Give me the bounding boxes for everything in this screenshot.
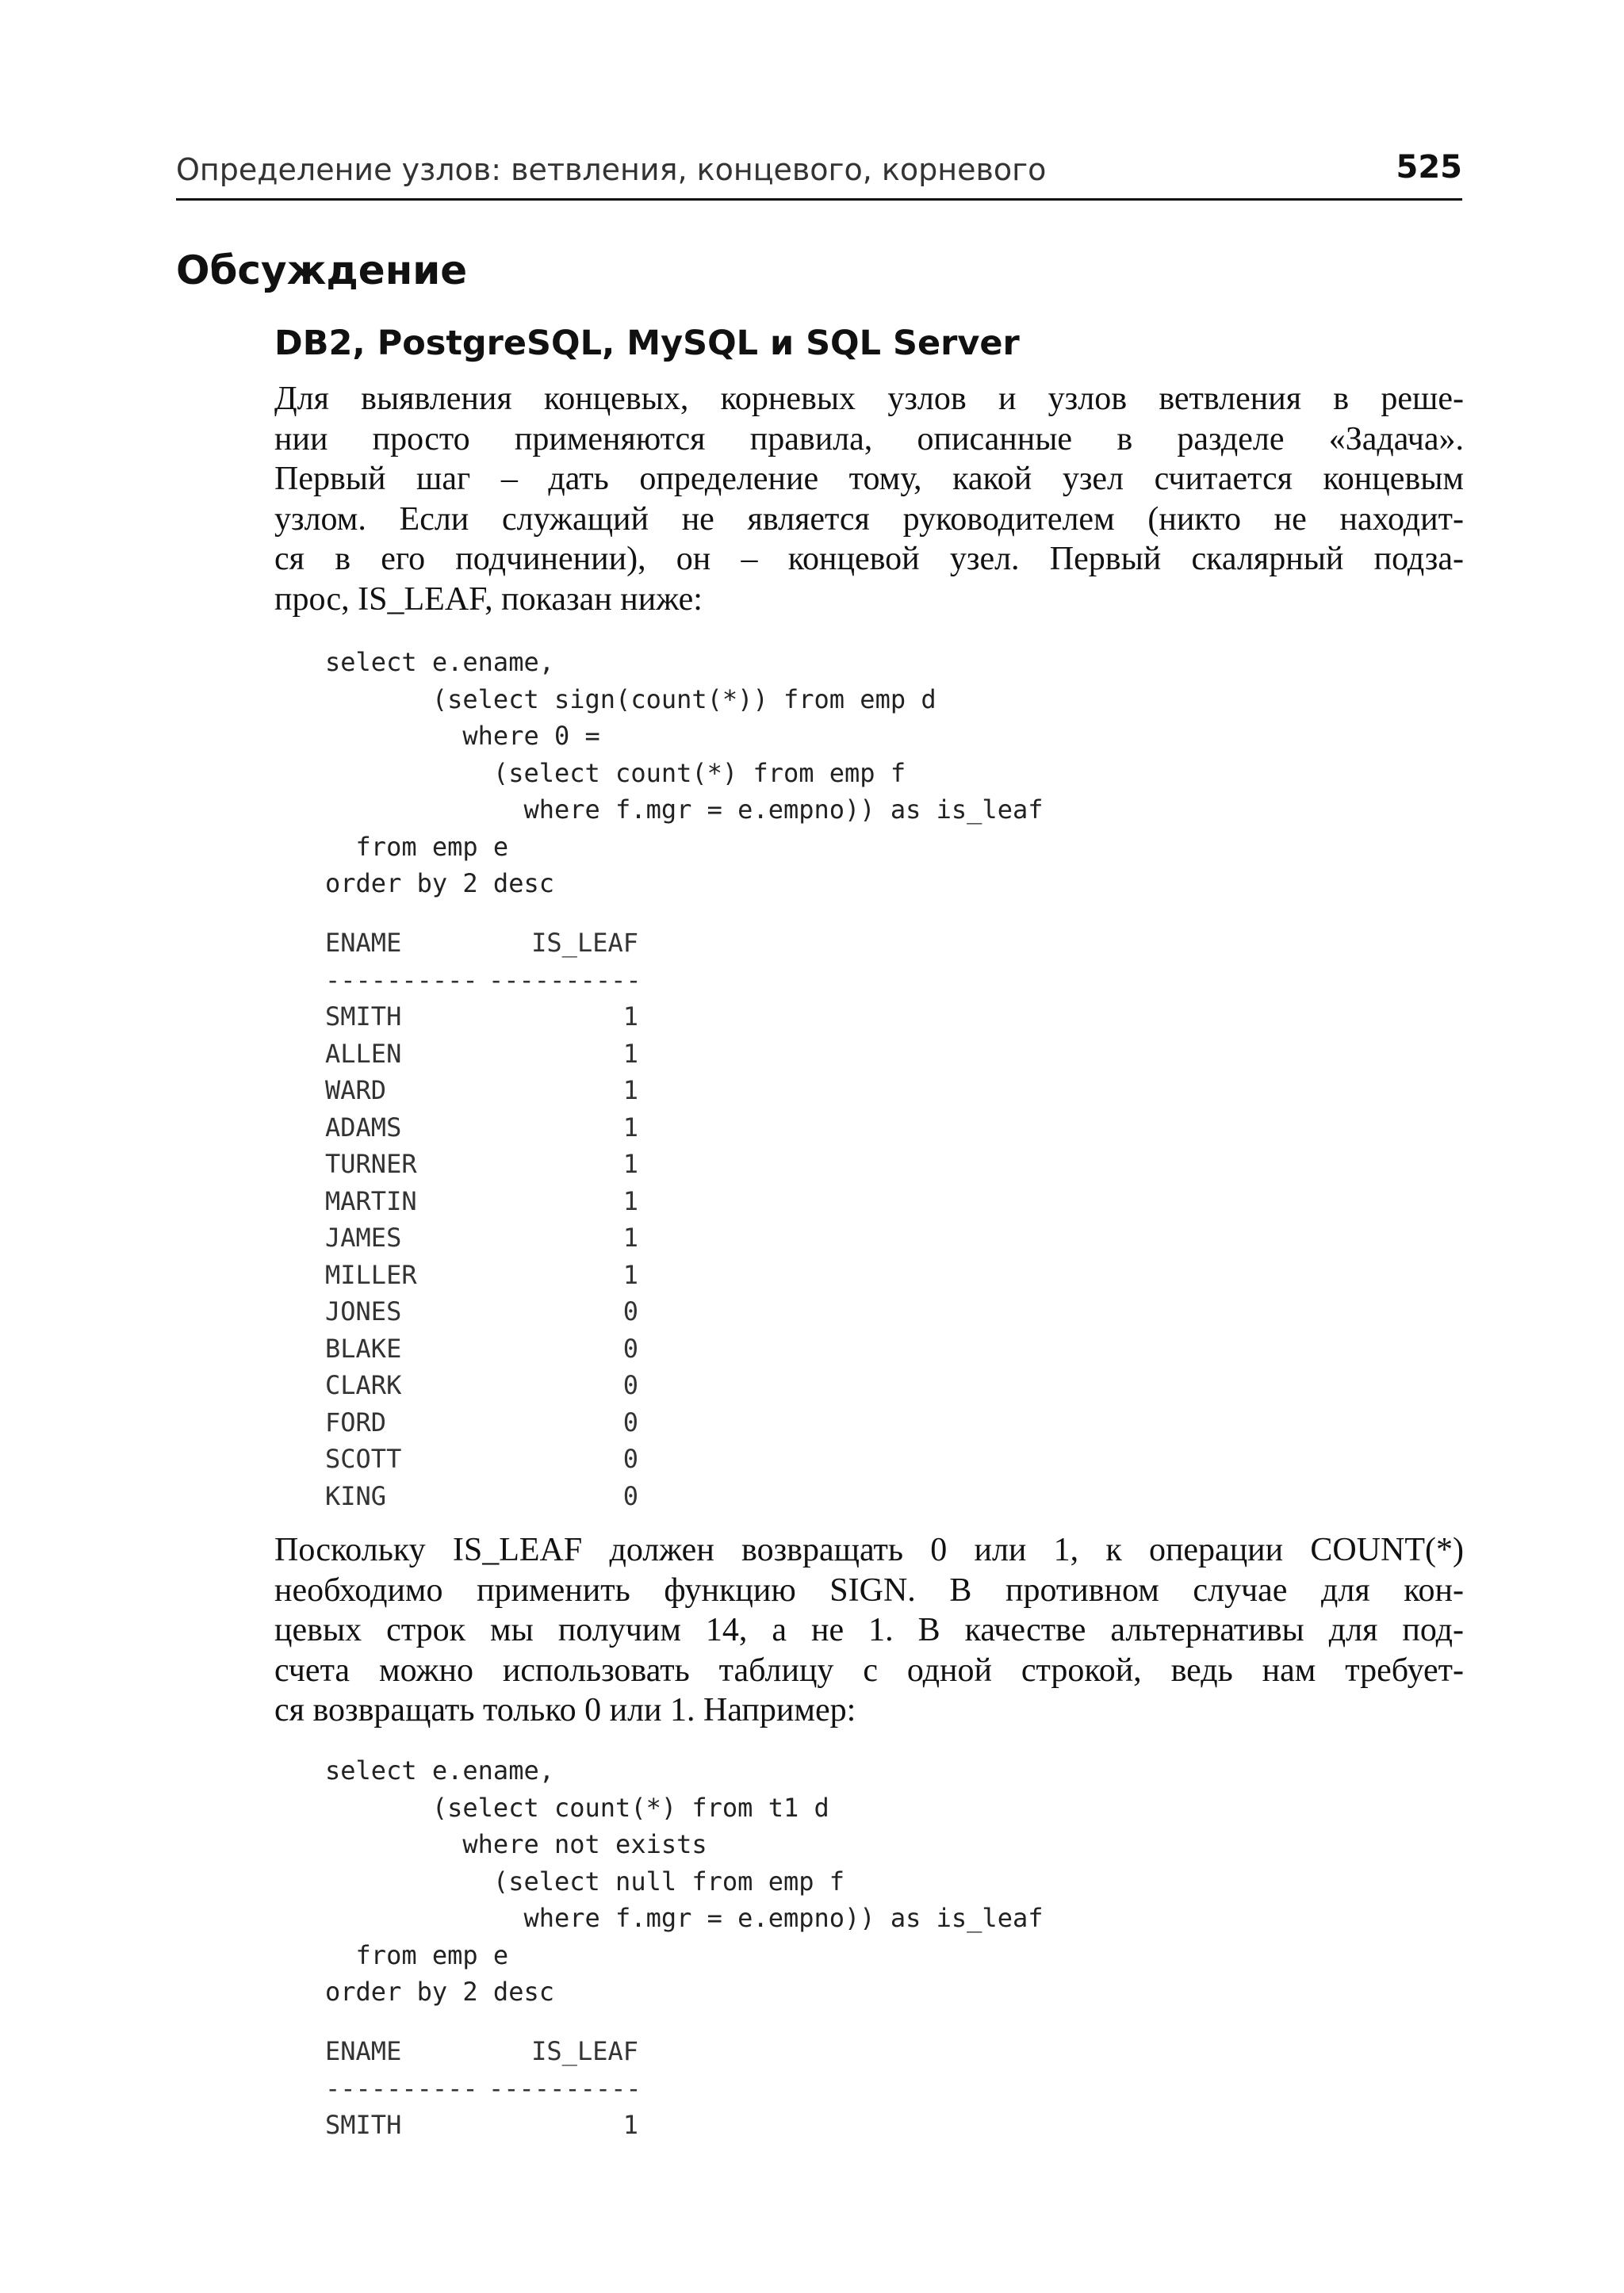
subsection-title: DB2, PostgreSQL, MySQL и SQL Server	[274, 323, 1020, 363]
ename-cell: BLAKE	[325, 1333, 402, 1364]
column-header-ename: ENAME	[325, 2036, 402, 2066]
paragraph-line: счета можно использовать таблицу с одной строкой, ведь нам требует-	[274, 1652, 1464, 1689]
ename-cell: MARTIN	[325, 1185, 417, 1216]
column-header-ename: ENAME	[325, 928, 402, 958]
separator-dashes: ----------	[488, 2073, 642, 2104]
paragraph-line: необходимо применить функцию SIGN. В противном случае для кон-	[274, 1571, 1464, 1609]
page-header	[176, 147, 1462, 201]
paragraph-line: Поскольку IS_LEAF должен возвращать 0 или 1, к операции COUNT(*)	[274, 1532, 1464, 1568]
is-leaf-cell: 1	[622, 1185, 638, 1216]
is-leaf-cell: 1	[622, 1001, 638, 1032]
is-leaf-cell: 1	[622, 1075, 638, 1105]
paragraph-line: Для выявления концевых, корневых узлов и узлов ветвления в реше-	[274, 381, 1464, 417]
paragraph-line: Первый шаг – дать определение тому, какой узел считается концевым	[274, 461, 1464, 497]
sql-query-not-exists: select e.ename, (select count(*) from t1 d where not exists (select null from emp f where f.mgr = e.empno)) as is_leaf from emp e order by 2 desc	[325, 1755, 1044, 2007]
is-leaf-cell: 1	[622, 1112, 638, 1143]
paragraph-intro	[274, 379, 1464, 619]
separator-dashes: ----------	[488, 964, 642, 995]
ename-cell: ALLEN	[325, 1038, 402, 1069]
column-header-is-leaf: IS_LEAF	[531, 928, 638, 958]
column-header-is-leaf: IS_LEAF	[531, 2036, 638, 2066]
ename-cell: ADAMS	[325, 1112, 402, 1143]
is-leaf-cell: 1	[622, 1223, 638, 1253]
ename-cell: JAMES	[325, 1223, 402, 1253]
paragraph-explanation	[274, 1530, 1464, 1731]
ename-cell: JONES	[325, 1296, 402, 1326]
is-leaf-cell: 1	[622, 1149, 638, 1179]
is-leaf-cell: 0	[622, 1407, 638, 1437]
sql-query-sign: select e.ename, (select sign(count(*)) from emp d where 0 = (select count(*) from emp f where f.mgr = e.empno)) as is_leaf from emp e order by 2 desc	[325, 647, 1044, 898]
paragraph-line: цевых строк мы получим 14, а не 1. В качестве альтернативы для под-	[274, 1612, 1464, 1648]
running-title: Определение узлов: ветвления, концевого, корневого	[176, 152, 1047, 187]
ename-cell: SCOTT	[325, 1444, 402, 1474]
ename-cell: CLARK	[325, 1370, 402, 1400]
paragraph-line: нии просто применяются правила, описанные в разделе «Задача».	[274, 420, 1464, 457]
is-leaf-cell: 0	[622, 1480, 638, 1511]
ename-cell: SMITH	[325, 2110, 402, 2140]
is-leaf-cell: 0	[622, 1333, 638, 1364]
ename-cell: KING	[325, 1480, 387, 1511]
paragraph-line: узлом. Если служащий не является руководителем (никто не находит-	[274, 500, 1464, 538]
paragraph-line: прос, IS_LEAF, показан ниже:	[274, 580, 703, 618]
ename-cell: FORD	[325, 1407, 387, 1437]
separator-dashes: ----------	[325, 2073, 478, 2104]
is-leaf-cell: 0	[622, 1370, 638, 1400]
is-leaf-cell: 1	[622, 1038, 638, 1069]
ename-cell: SMITH	[325, 1001, 402, 1032]
is-leaf-cell: 0	[622, 1444, 638, 1474]
ename-cell: WARD	[325, 1075, 387, 1105]
paragraph-line: ся в его подчинении), он – концевой узел. Первый скалярный подза-	[274, 541, 1464, 577]
page-number: 525	[1396, 149, 1462, 186]
paragraph-line: ся возвращать только 0 или 1. Например:	[274, 1692, 856, 1728]
is-leaf-cell: 1	[622, 1259, 638, 1290]
is-leaf-cell: 1	[622, 2110, 638, 2140]
ename-cell: MILLER	[325, 1259, 417, 1290]
section-title: Обсуждение	[176, 247, 468, 293]
is-leaf-cell: 0	[622, 1296, 638, 1326]
separator-dashes: ----------	[325, 964, 478, 995]
ename-cell: TURNER	[325, 1149, 417, 1179]
